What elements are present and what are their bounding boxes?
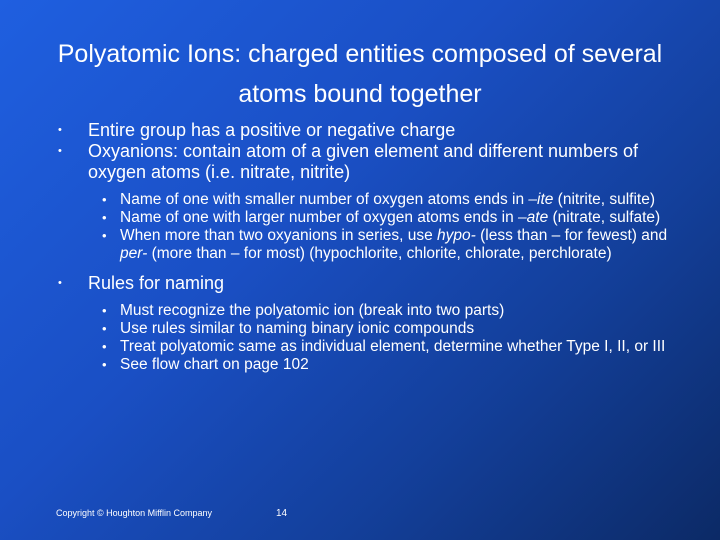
sub-bullet-text: See flow chart on page 102 [120, 356, 309, 373]
sub-bullet-text: (nitrite, sulfite) [553, 191, 656, 208]
slide-body [56, 120, 676, 374]
sub-bullet-text: Treat polyatomic same as individual element, determine whether Type I, II, or III [120, 338, 666, 355]
sub-bullet-text: Name of one with larger number of oxygen atoms ends in [120, 209, 519, 226]
sub-bullet-item [56, 302, 676, 320]
slide-title: Polyatomic Ions: charged entities composed of several atoms bound together [57, 40, 663, 108]
bullet-item [56, 141, 676, 183]
bullet-dot-icon: • [58, 145, 62, 157]
prefix-emphasis: per- [120, 245, 148, 262]
sub-bullet-text: Use rules similar to naming binary ionic compounds [120, 320, 475, 337]
bullet-dot-icon: • [102, 210, 107, 225]
prefix-emphasis: hypo- [437, 227, 476, 244]
sub-bullet-text: (nitrate, sulfate) [548, 209, 661, 226]
suffix-emphasis: –ite [528, 191, 554, 208]
sub-bullet-item [56, 227, 676, 263]
bullet-text: Oxyanions: contain atom of a given element and different numbers of oxygen atoms (i.e. nitrate, nitrite) [88, 141, 638, 182]
bullet-dot-icon: • [58, 277, 62, 289]
bullet-text: Entire group has a positive or negative charge [88, 120, 456, 140]
bullet-text: Rules for naming [88, 273, 225, 293]
sub-bullet-text: Must recognize the polyatomic ion (break into two parts) [120, 302, 505, 319]
sub-bullet-item [56, 191, 676, 209]
sub-bullet-item [56, 320, 676, 338]
bullet-dot-icon: • [102, 339, 107, 354]
sub-bullet-item [56, 356, 676, 374]
sub-bullet-item [56, 338, 676, 356]
bullet-item [56, 120, 676, 141]
sub-bullet-text: (less than – for fewest) and [475, 227, 668, 244]
sub-bullet-item [56, 209, 676, 227]
suffix-emphasis: –ate [518, 209, 549, 226]
copyright-footer: Copyright © Houghton Mifflin Company [56, 508, 213, 518]
bullet-dot-icon: • [58, 124, 62, 136]
bullet-dot-icon: • [102, 303, 107, 318]
bullet-item [56, 273, 676, 294]
sub-bullet-text: Name of one with smaller number of oxygen atoms ends in [120, 191, 529, 208]
bullet-dot-icon: • [102, 192, 107, 207]
sub-bullet-text: (more than – for most) (hypochlorite, chlorite, chlorate, perchlorate) [147, 245, 612, 262]
bullet-dot-icon: • [102, 321, 107, 336]
page-number: 14 [276, 508, 288, 519]
sub-bullet-text: When more than two oxyanions in series, use [120, 227, 438, 244]
bullet-dot-icon: • [102, 228, 107, 243]
bullet-dot-icon: • [102, 357, 107, 372]
